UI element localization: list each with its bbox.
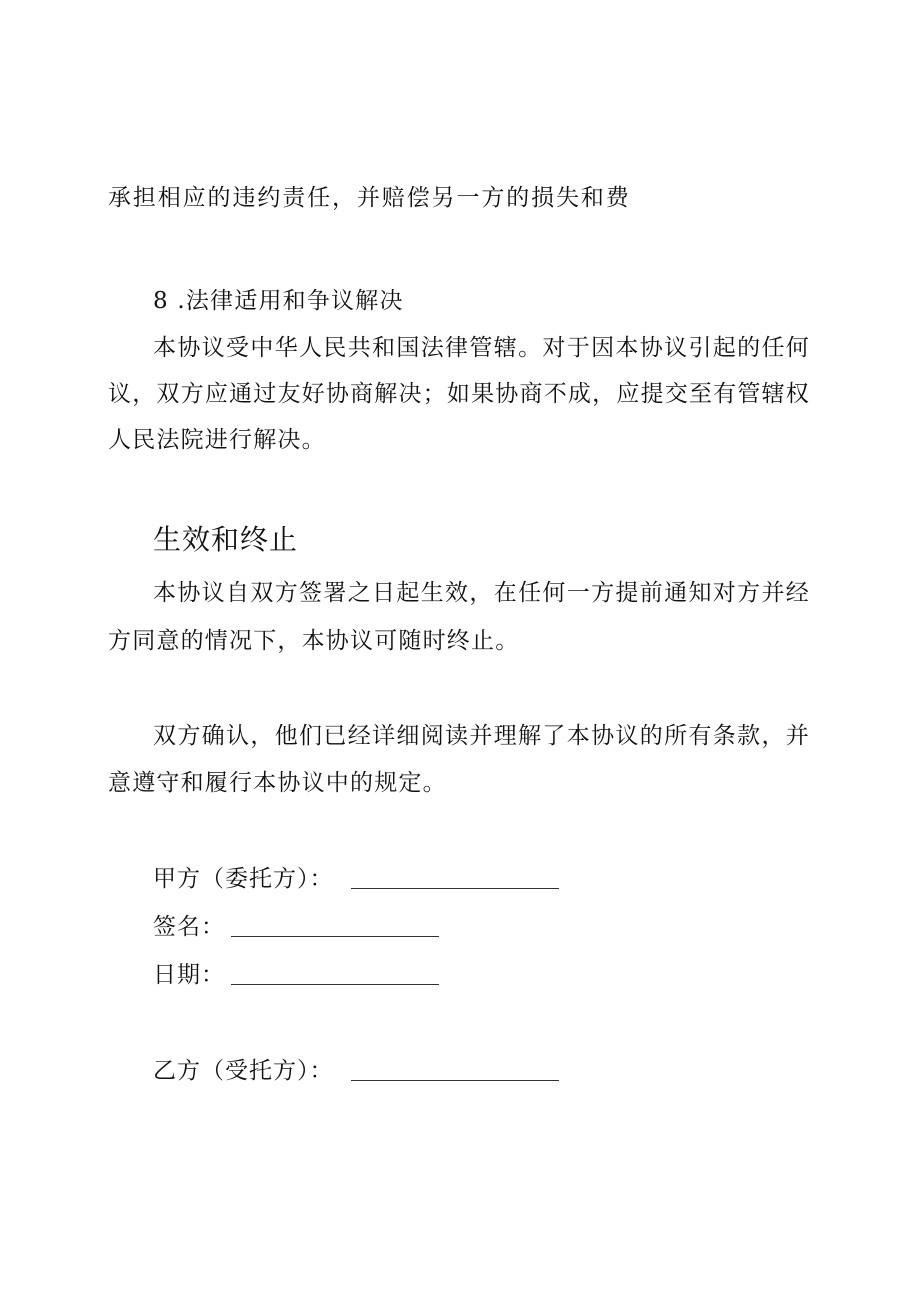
party-b-label: 乙方（受托方）：	[153, 1058, 334, 1084]
date-row	[153, 960, 453, 990]
signature-row	[153, 912, 453, 942]
section-8-title: 8 .法律适用和争议解决	[153, 288, 404, 314]
effectiveness-line-1: 本协议自双方签署之日起生效，在任何一方提前通知对方并经	[153, 580, 810, 606]
effectiveness-heading: 生效和终止	[153, 523, 299, 556]
party-b-blank[interactable]	[351, 1080, 559, 1081]
date-blank[interactable]	[231, 984, 439, 985]
section-8-line-2: 议，双方应通过友好协商解决；如果协商不成，应提交至有管辖权	[108, 381, 810, 407]
section-8-line-3: 人民法院进行解决。	[108, 427, 326, 453]
signature-label: 签名：	[153, 914, 225, 940]
confirmation-line-1: 双方确认，他们已经详细阅读并理解了本协议的所有条款，并	[153, 723, 810, 749]
effectiveness-line-2: 方同意的情况下，本协议可随时终止。	[108, 628, 520, 654]
section-8-line-1: 本协议受中华人民共和国法律管辖。对于因本协议引起的任何	[153, 335, 810, 361]
date-label: 日期：	[153, 962, 225, 988]
confirmation-line-2: 意遵守和履行本协议中的规定。	[108, 770, 447, 796]
signature-blank[interactable]	[231, 936, 439, 937]
party-a-label: 甲方（委托方）：	[153, 866, 334, 892]
party-a-row	[153, 864, 573, 894]
continuation-text: 承担相应的违约责任，并赔偿另一方的损失和费	[108, 185, 630, 211]
party-a-blank[interactable]	[351, 888, 559, 889]
party-b-row	[153, 1056, 573, 1086]
